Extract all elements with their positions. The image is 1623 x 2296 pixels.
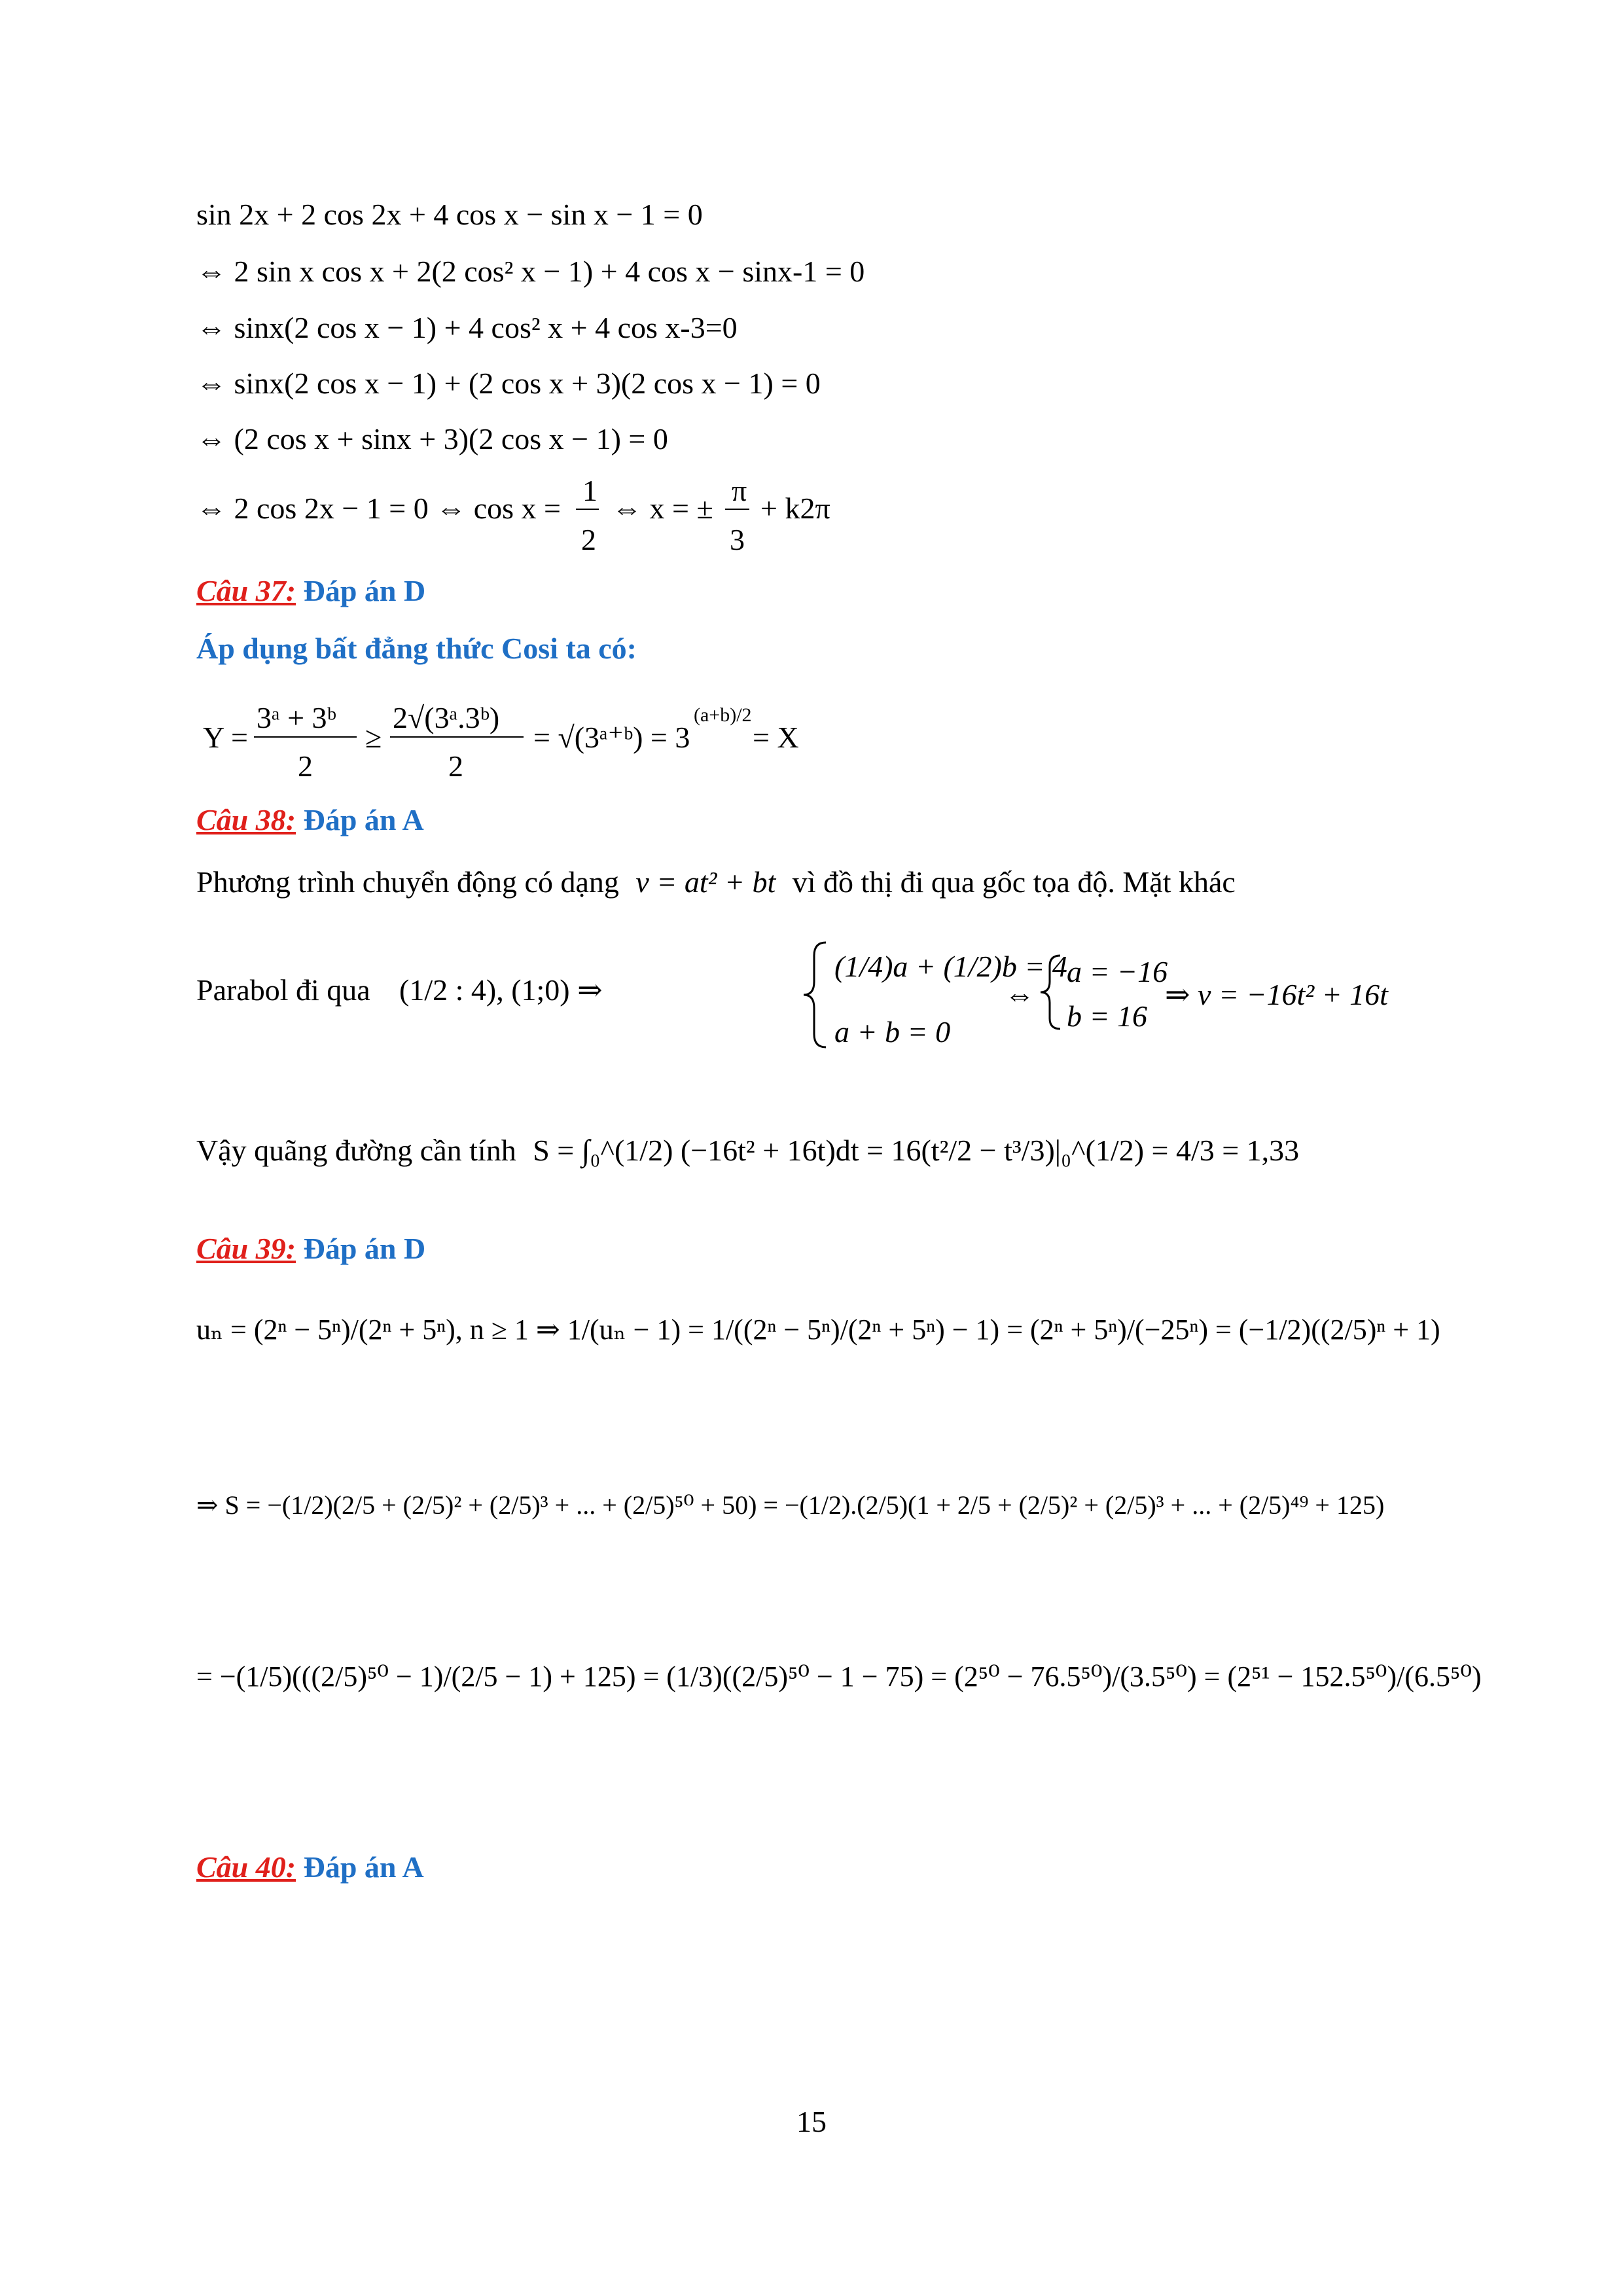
q39-line-2: ⇒ S = −(1/2)(2/5 + (2/5)² + (2/5)³ + ... + (2/5)⁵⁰ + 50) = −(1/2).(2/5)(1 + 2/5 + (2/5)² + (2/5)³ + ... + (2/5)⁴⁹ + 125) xyxy=(196,1490,1385,1520)
q38-distance-text: Vậy quãng đường cần tính xyxy=(196,1134,516,1167)
svg-text:⇔: ⇔ xyxy=(1005,978,1035,1011)
svg-text:Parabol đi qua: Parabol đi qua xyxy=(196,973,370,1007)
q38-paragraph-1 xyxy=(196,867,1236,897)
svg-text:(1/4)a + (1/2)b = 4: (1/4)a + (1/2)b = 4 xyxy=(834,950,1067,983)
svg-text:2√(3ᵃ.3ᵇ): 2√(3ᵃ.3ᵇ) xyxy=(393,701,500,734)
svg-text:(a+b)/2: (a+b)/2 xyxy=(694,704,752,726)
q38-answer: Đáp án A xyxy=(296,803,424,836)
q38-velocity-form: v = at² + bt xyxy=(635,865,776,899)
svg-text:b = 16: b = 16 xyxy=(1067,999,1148,1033)
svg-text:3: 3 xyxy=(730,523,745,556)
q40-answer: Đáp án A xyxy=(296,1850,424,1884)
svg-text:⇔ x = ±: ⇔ x = ± xyxy=(612,492,713,525)
svg-text:a + b = 0: a + b = 0 xyxy=(834,1015,951,1049)
page-number: 15 xyxy=(796,2105,827,2138)
q38-heading xyxy=(196,805,424,835)
svg-text:π: π xyxy=(732,474,747,507)
q40-label: Câu 40: xyxy=(196,1850,296,1884)
q39-answer: Đáp án D xyxy=(296,1232,426,1265)
svg-text:= √(3ᵃ⁺ᵇ) = 3: = √(3ᵃ⁺ᵇ) = 3 xyxy=(533,721,690,754)
svg-text:3ᵃ + 3ᵇ: 3ᵃ + 3ᵇ xyxy=(257,701,336,734)
svg-text:= X: = X xyxy=(753,721,799,754)
q37-answer: Đáp án D xyxy=(296,574,426,607)
svg-text:(1/2 : 4), (1;0) ⇒: (1/2 : 4), (1;0) ⇒ xyxy=(399,973,603,1007)
svg-text:2: 2 xyxy=(298,749,313,783)
equation-line-1: sin 2x + 2 cos 2x + 4 cos x − sin x − 1 = 0 xyxy=(196,198,703,231)
svg-text:a = −16: a = −16 xyxy=(1067,955,1168,988)
svg-text:2: 2 xyxy=(581,523,596,556)
q39-label: Câu 39: xyxy=(196,1232,296,1265)
q38-label: Câu 38: xyxy=(196,803,296,836)
equation-line-6 xyxy=(196,471,982,563)
q38-text-1: Phương trình chuyển động có dạng xyxy=(196,865,619,899)
q40-heading xyxy=(196,1852,424,1882)
svg-text:+ k2π: + k2π xyxy=(760,492,830,525)
svg-text:⇔ 2 cos 2x − 1 = 0 ⇔ cos x =: ⇔ 2 cos 2x − 1 = 0 ⇔ cos x = xyxy=(196,492,561,525)
svg-text:2: 2 xyxy=(448,749,463,783)
q37-subheading: Áp dụng bất đẳng thức Cosi ta có: xyxy=(196,632,637,665)
svg-text:⇒ v = −16t² + 16t: ⇒ v = −16t² + 16t xyxy=(1165,978,1388,1011)
q39-heading xyxy=(196,1234,425,1264)
q38-integral: S = ∫₀^(1/2) (−16t² + 16t)dt = 16(t²/2 − t³/3)|₀^(1/2) = 4/3 = 1,33 xyxy=(533,1134,1300,1167)
q37-label: Câu 37: xyxy=(196,574,296,607)
svg-text:≥: ≥ xyxy=(365,721,382,754)
equation-line-5: ⇔ (2 cos x + sinx + 3)(2 cos x − 1) = 0 xyxy=(196,422,668,456)
q39-line-3: = −(1/5)(((2/5)⁵⁰ − 1)/(2/5 − 1) + 125) = (1/3)((2/5)⁵⁰ − 1 − 75) = (2⁵⁰ − 76.5⁵⁰)/(3.5⁵⁰) = (2⁵¹ − 152.5⁵⁰)/(6.5⁵⁰) xyxy=(196,1660,1482,1693)
q37-heading xyxy=(196,576,425,606)
equation-line-4: ⇔ sinx(2 cos x − 1) + (2 cos x + 3)(2 cos x − 1) = 0 xyxy=(196,367,821,400)
q38-paragraph-3 xyxy=(196,1136,1299,1166)
equation-line-3: ⇔ sinx(2 cos x − 1) + 4 cos² x + 4 cos x-3=0 xyxy=(196,311,738,344)
equation-line-2: ⇔ 2 sin x cos x + 2(2 cos² x − 1) + 4 cos x − sinx-1 = 0 xyxy=(196,255,865,288)
q37-inequality xyxy=(196,694,851,792)
q39-line-1: uₙ = (2ⁿ − 5ⁿ)/(2ⁿ + 5ⁿ), n ≥ 1 ⇒ 1/(uₙ − 1) = 1/((2ⁿ − 5ⁿ)/(2ⁿ + 5ⁿ) − 1) = (2ⁿ + 5ⁿ)/(−25ⁿ) = (−1/2)((2/5)ⁿ + 1) xyxy=(196,1314,1440,1346)
q38-text-2: vì đồ thị đi qua gốc tọa độ. Mặt khác xyxy=(792,865,1236,899)
q38-system xyxy=(196,929,1388,1060)
svg-text:1: 1 xyxy=(582,474,597,507)
svg-text:Y =: Y = xyxy=(203,721,248,754)
